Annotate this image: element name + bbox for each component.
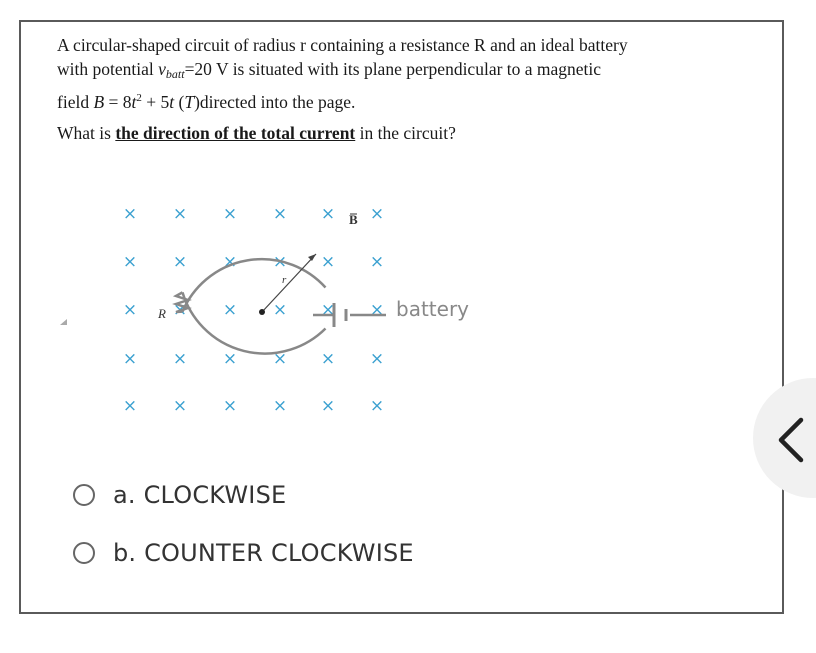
field-cross-mark: × bbox=[369, 204, 385, 224]
field-cross-mark: × bbox=[222, 396, 238, 413]
question-text bbox=[57, 33, 717, 114]
option-label-a: a. CLOCKWISE bbox=[113, 481, 287, 509]
field-cross-mark: × bbox=[122, 300, 138, 320]
question-prompt: What is the direction of the total current in the circuit? bbox=[57, 123, 456, 143]
field-cross-mark: × bbox=[272, 204, 288, 224]
question-line-2: with potential $v_{batt}=20$ V is situated with its plane perpendicular to a magnetic bbox=[57, 59, 602, 81]
field-cross-mark: × bbox=[222, 252, 238, 272]
radius-label: r bbox=[282, 274, 287, 286]
field-cross-mark: × bbox=[272, 300, 288, 320]
field-cross-mark: × bbox=[172, 300, 188, 320]
field-cross-mark: × bbox=[369, 349, 385, 369]
field-cross-mark: × bbox=[369, 396, 385, 413]
field-cross-mark: × bbox=[122, 349, 138, 369]
radius-arrowhead bbox=[308, 254, 316, 261]
resistor-label: R bbox=[158, 306, 166, 321]
field-cross-mark: × bbox=[222, 300, 238, 320]
field-cross-mark: × bbox=[272, 349, 288, 369]
field-cross-mark: × bbox=[172, 396, 188, 413]
option-counter-clockwise[interactable] bbox=[73, 533, 414, 573]
circuit-diagram bbox=[100, 183, 480, 413]
center-dot bbox=[259, 309, 265, 315]
question-line-3: field $B = 8t^2 + 5t$ (T)directed into the page. bbox=[57, 91, 356, 112]
field-cross-mark: × bbox=[272, 396, 288, 413]
field-cross-mark: × bbox=[222, 204, 238, 224]
question-line-1: A circular-shaped circuit of radius r containing a resistance R and an ideal battery bbox=[57, 35, 628, 55]
field-cross-mark: × bbox=[320, 300, 336, 320]
radio-button-b[interactable] bbox=[73, 542, 95, 564]
chevron-left-icon[interactable] bbox=[773, 416, 809, 469]
circuit-figure bbox=[100, 183, 480, 413]
answer-options bbox=[73, 475, 414, 591]
field-cross-mark: × bbox=[320, 396, 336, 413]
field-cross-mark: × bbox=[222, 349, 238, 369]
field-cross-mark: × bbox=[122, 252, 138, 272]
field-cross-mark: × bbox=[172, 252, 188, 272]
prompt-emphasis: the direction of the total current bbox=[115, 123, 356, 143]
field-cross-mark: × bbox=[272, 252, 288, 272]
circuit-loop-lower bbox=[183, 292, 326, 353]
field-cross-mark: × bbox=[122, 204, 138, 224]
field-cross-mark: × bbox=[172, 204, 188, 224]
caret-left-small-icon bbox=[59, 314, 69, 332]
field-label: B bbox=[349, 212, 358, 227]
radio-button-a[interactable] bbox=[73, 484, 95, 506]
field-cross-mark: × bbox=[320, 252, 336, 272]
option-clockwise[interactable] bbox=[73, 475, 414, 515]
option-label-b: b. COUNTER CLOCKWISE bbox=[113, 539, 414, 567]
battery-label: battery bbox=[396, 297, 469, 321]
field-cross-mark: × bbox=[172, 349, 188, 369]
field-cross-mark: × bbox=[320, 204, 336, 224]
field-cross-mark: × bbox=[122, 396, 138, 413]
field-cross-mark: × bbox=[369, 252, 385, 272]
field-cross-mark: × bbox=[320, 349, 336, 369]
field-cross-mark: × bbox=[369, 300, 385, 320]
